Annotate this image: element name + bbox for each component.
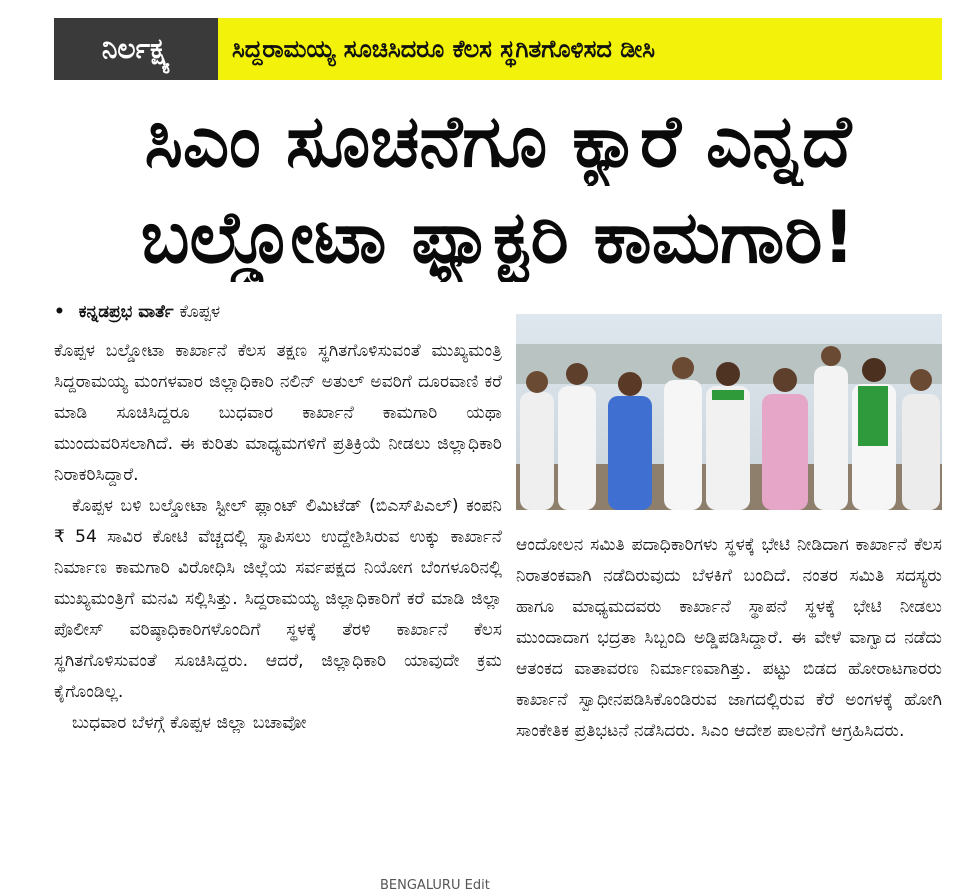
kicker-tag: ನಿರ್ಲಕ್ಷ್ಯ [54,18,218,80]
kicker-strip: ಸಿದ್ದರಾಮಯ್ಯ ಸೂಚಿಸಿದರೂ ಕೆಲಸ ಸ್ಥಗಿತಗೊಳಿಸದ ಡೀಸಿ [218,18,942,80]
news-photo [516,314,942,510]
byline-place: ಕೊಪ್ಪಳ [179,302,221,322]
byline-source: ಕನ್ನಡಪ್ರಭ ವಾರ್ತೆ [78,302,174,322]
article-paragraph: ಕೊಪ್ಪಳ ಬಳಿ ಬಲ್ಡೋಟಾ ಸ್ಟೀಲ್ ಪ್ಲಾಂಟ್ ಲಿಮಿಟೆಡ್ (ಬಿಎಸ್‌ಪಿಎಲ್) ಕಂಪನಿ ₹ 54 ಸಾವಿರ ಕೋಟಿ ವೆಚ್ಚದಲ್ಲಿ ಸ್ಥಾಪಿಸಲು ಉದ್ದೇಶಿಸಿರುವ ಉಕ್ಕು ಕಾರ್ಖಾನೆ ನಿರ್ಮಾಣ ಕಾಮಗಾರಿ ವಿರೋಧಿಸಿ ಜಿಲ್ಲೆಯ ಸರ್ವಪಕ್ಷದ ನಿಯೋಗ ಬೆಂಗಳೂರಿನಲ್ಲಿ ಮುಖ್ಯಮಂತ್ರಿಗೆ ಮನವಿ ಸಲ್ಲಿಸಿತ್ತು. ಸಿದ್ದರಾಮಯ್ಯ ಜಿಲ್ಲಾಧಿಕಾರಿಗೆ ಕರೆ ಮಾಡಿ ಜಿಲ್ಲಾ ಪೊಲೀಸ್ ವರಿಷ್ಠಾಧಿಕಾರಿಗಳೊಂದಿಗೆ ಸ್ಥಳಕ್ಕೆ ತೆರಳಿ ಕಾರ್ಖಾನೆ ಕೆಲಸ ಸ್ಥಗಿತಗೊಳಿಸುವಂತೆ ಸೂಚಿಸಿದ್ದರು. ಆದರೆ, ಜಿಲ್ಲಾಧಿಕಾರಿ ಯಾವುದೇ ಕ್ರಮ ಕೈಗೊಂಡಿಲ್ಲ. [54,496,502,702]
article-paragraph: ಕೊಪ್ಪಳ ಬಲ್ಡೋಟಾ ಕಾರ್ಖಾನೆ ಕೆಲಸ ತಕ್ಷಣ ಸ್ಥಗಿತಗೊಳಿಸುವಂತೆ ಮುಖ್ಯಮಂತ್ರಿ ಸಿದ್ದರಾಮಯ್ಯ ಮಂಗಳವಾರ ಜಿಲ್ಲಾಧಿಕಾರಿ ನಲಿನ್ ಅತುಲ್ ಅವರಿಗೆ ದೂರವಾಣಿ ಕರೆ ಮಾಡಿ ಸೂಚಿಸಿದ್ದರೂ ಬುಧವಾರ ಕಾರ್ಖಾನೆ ಕಾಮಗಾರಿ ಯಥಾ ಮುಂದುವರಿಸಲಾಗಿದೆ. ಈ ಕುರಿತು ಮಾಧ್ಯಮಗಳಿಗೆ ಪ್ರತಿಕ್ರಿಯೆ ನೀಡಲು ಜಿಲ್ಲಾಧಿಕಾರಿ ನಿರಾಕರಿಸಿದ್ದಾರೆ. [54,341,502,485]
article-paragraph: ಆಂದೋಲನ ಸಮಿತಿ ಪದಾಧಿಕಾರಿಗಳು ಸ್ಥಳಕ್ಕೆ ಭೇಟಿ ನೀಡಿದಾಗ ಕಾರ್ಖಾನೆ ಕೆಲಸ ನಿರಾತಂಕವಾಗಿ ನಡೆದಿರುವುದು ಬೆಳಕಿಗೆ ಬಂದಿದೆ. ನಂತರ ಸಮಿತಿ ಸದಸ್ಯರು ಹಾಗೂ ಮಾಧ್ಯಮದವರು ಕಾರ್ಖಾನೆ ಸ್ಥಾಪನೆ ಸ್ಥಳಕ್ಕೆ ಭೇಟಿ ನೀಡಲು ಮುಂದಾದಾಗ ಭದ್ರತಾ ಸಿಬ್ಬಂದಿ ಅಡ್ಡಿಪಡಿಸಿದ್ದಾರೆ. ಈ ವೇಳೆ ವಾಗ್ವಾದ ನಡೆದು ಆತಂಕದ ವಾತಾವರಣ ನಿರ್ಮಾಣವಾಗಿತ್ತು. ಪಟ್ಟು ಬಿಡದ ಹೋರಾಟಗಾರರು ಕಾರ್ಖಾನೆ ಸ್ವಾಧೀನಪಡಿಸಿಕೊಂಡಿರುವ ಜಾಗದಲ್ಲಿರುವ ಕೆರೆ ಅಂಗಳಕ್ಕೆ ಹೋಗಿ ಸಾಂಕೇತಿಕ ಪ್ರತಿಭಟನೆ ನಡೆಸಿದರು. ಸಿಎಂ ಆದೇಶ ಪಾಲನೆಗೆ ಆಗ್ರಹಿಸಿದರು. [516,535,942,741]
article-column-left [54,336,502,739]
protest-photo-illustration [516,314,942,510]
byline [54,302,502,328]
byline-bullet: • [54,302,65,322]
footer-mark: BENGALURU Edit [380,878,490,893]
article-paragraph: ಬುಧವಾರ ಬೆಳಗ್ಗೆ ಕೊಪ್ಪಳ ಜಿಲ್ಲಾ ಬಚಾವೋ [72,713,307,733]
article-column-right [516,530,942,747]
headline-line-2: ಬಲ್ಡೋಟಾ ಫ್ಯಾಕ್ಟರಿ ಕಾಮಗಾರಿ! [140,195,856,279]
kicker-bar [54,18,942,80]
headline-line-1: ಸಿಎಂ ಸೂಚನೆಗೂ ಕ್ಯಾರೆ ಎನ್ನದೆ [144,99,852,183]
